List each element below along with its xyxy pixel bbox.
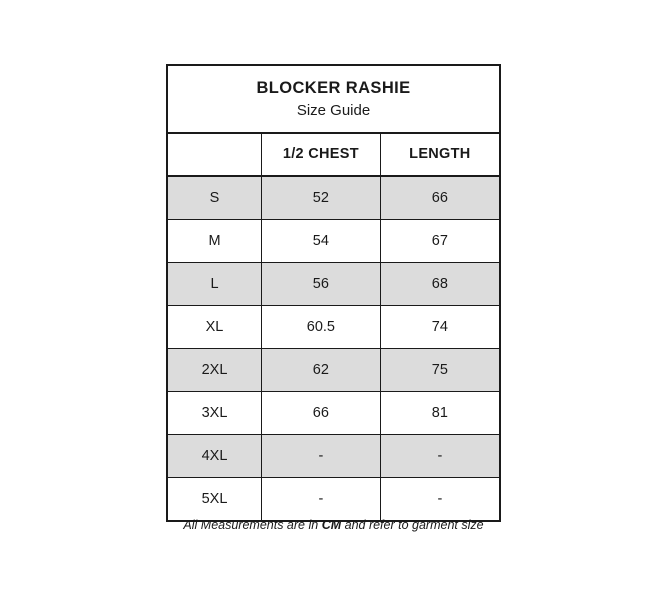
cell-length: -	[380, 434, 499, 477]
card-title-block	[168, 66, 499, 134]
cell-half-chest: -	[262, 477, 381, 521]
cell-size: 3XL	[168, 391, 262, 434]
cell-size: 5XL	[168, 477, 262, 521]
cell-size: 4XL	[168, 434, 262, 477]
table-header	[168, 134, 499, 176]
cell-size: L	[168, 262, 262, 305]
cell-size: S	[168, 176, 262, 220]
table-row	[168, 305, 499, 348]
cell-length: 74	[380, 305, 499, 348]
column-header-size	[168, 134, 262, 176]
page-subtitle: Size Guide	[296, 101, 371, 119]
table-header-row	[168, 134, 499, 176]
cell-length: 68	[380, 262, 499, 305]
cell-half-chest: 56	[262, 262, 381, 305]
cell-half-chest: 62	[262, 348, 381, 391]
cell-half-chest: 60.5	[262, 305, 381, 348]
page-title: BLOCKER RASHIE	[256, 79, 411, 97]
cell-length: 81	[380, 391, 499, 434]
cell-half-chest: -	[262, 434, 381, 477]
table-row	[168, 391, 499, 434]
note-prefix: All Measurements are in	[183, 518, 322, 532]
cell-half-chest: 66	[262, 391, 381, 434]
cell-half-chest: 52	[262, 176, 381, 220]
table-row	[168, 262, 499, 305]
cell-size: 2XL	[168, 348, 262, 391]
cell-length: 67	[380, 219, 499, 262]
table-row	[168, 434, 499, 477]
table-row	[168, 348, 499, 391]
note-unit: CM	[321, 518, 342, 532]
cell-length: 75	[380, 348, 499, 391]
cell-length: -	[380, 477, 499, 521]
cell-size: M	[168, 219, 262, 262]
cell-size: XL	[168, 305, 262, 348]
footnote-wrapper	[0, 505, 667, 533]
table-row	[168, 219, 499, 262]
column-header-half-chest: 1/2 CHEST	[262, 134, 381, 176]
table-body	[168, 176, 499, 521]
table-row	[168, 176, 499, 220]
cell-half-chest: 54	[262, 219, 381, 262]
measurement-note	[166, 517, 501, 533]
size-chart-table	[168, 134, 499, 522]
note-suffix: and refer to garment size	[341, 518, 484, 532]
cell-length: 66	[380, 176, 499, 220]
size-guide-card	[166, 64, 501, 522]
column-header-length: LENGTH	[380, 134, 499, 176]
